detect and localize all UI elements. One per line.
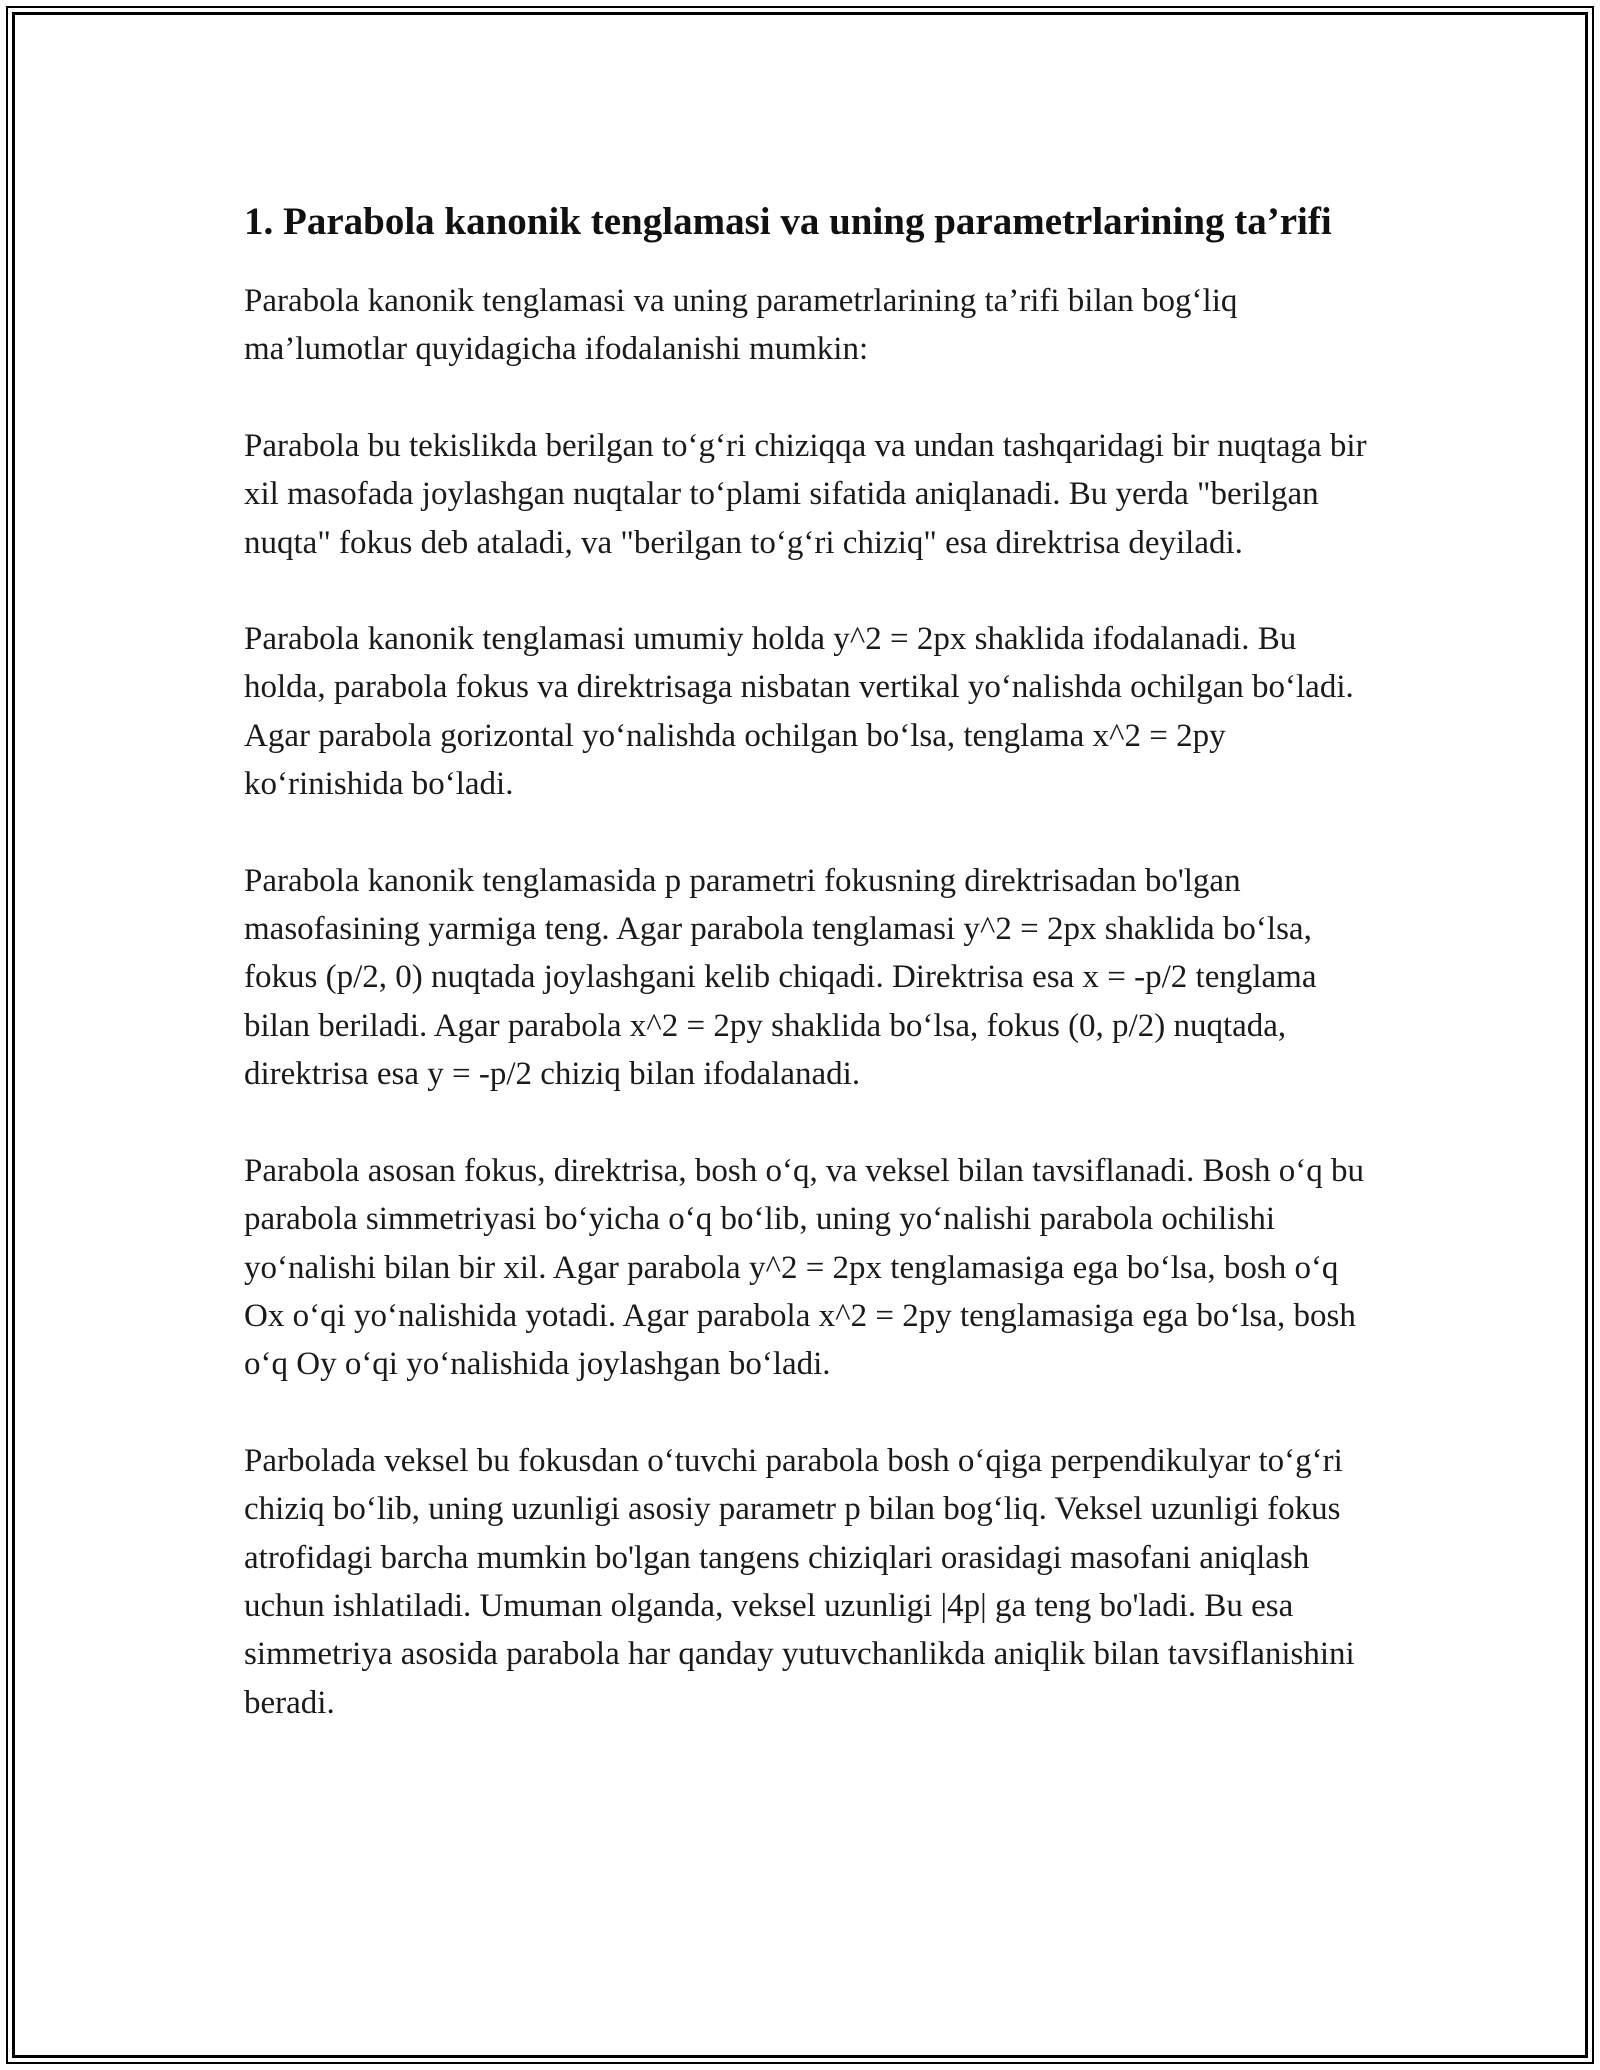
section-heading: 1. Parabola kanonik tenglamasi va uning parametrlarining ta’rifi: [244, 200, 1332, 243]
paragraph-veksel: Parbolada veksel bu fokusdan o‘tuvchi parabola bosh o‘qiga perpendikulyar to‘g‘ri chiziq bo‘lib, uning uzunligi asosiy parametr p bilan bog‘liq. Veksel uzunligi fokus atrofidagi barcha mumkin bo'lgan tangens chiziqlari orasidagi masofani aniqlash uchun ishlatiladi. Umuman olganda, veksel uzunligi |4p| ga teng bo'ladi. Bu esa simmetriya asosida parabola har qanday yutuvchanlikda aniqlik bilan tavsiflanishini beradi.: [244, 1442, 1355, 1721]
page-frame: [6, 6, 1594, 2064]
paragraph-intro: Parabola kanonik tenglamasi va uning parametrlarining ta’rifi bilan bog‘liq ma’lumotlar quyidagicha ifodalanishi mumkin:: [244, 283, 1238, 368]
paragraph-canonical-equation: Parabola kanonik tenglamasi umumiy holda y^2 = 2px shaklida ifodalanadi. Bu holda, parabola fokus va direktrisaga nisbatan vertikal yo‘nalishda ochilgan bo‘ladi. Agar parabola gorizontal yo‘nalishda ochilgan bo‘lsa, tenglama x^2 = 2py ko‘rinishida bo‘ladi.: [244, 621, 1354, 803]
paragraph-definition: Parabola bu tekislikda berilgan to‘g‘ri chiziqqa va undan tashqaridagi bir nuqtaga bir xil masofada joylashgan nuqtalar to‘plami sifatida aniqlanadi. Bu yerda "berilgan nuqta" fokus deb ataladi, va "berilgan to‘g‘ri chiziq" esa direktrisa deyiladi.: [244, 427, 1367, 561]
paragraph-main-axis: Parabola asosan fokus, direktrisa, bosh o‘q, va veksel bilan tavsiflanadi. Bosh o‘q bu parabola simmetriyasi bo‘yicha o‘q bo‘lib, uning yo‘nalishi parabola ochilishi yo‘nalishi bilan bir xil. Agar parabola y^2 = 2px tenglamasiga ega bo‘lsa, bosh o‘q Ox o‘qi yo‘nalishida yotadi. Agar parabola x^2 = 2py tenglamasiga ega bo‘lsa, bosh o‘q Oy o‘qi yo‘nalishida joylashgan bo‘ladi.: [244, 1152, 1364, 1383]
document-body: [244, 194, 1374, 1775]
paragraph-parameter-p: Parabola kanonik tenglamasida p parametri fokusning direktrisadan bo'lgan masofasining yarmiga teng. Agar parabola tenglamasi y^2 = 2px shaklida bo‘lsa, fokus (p/2, 0) nuqtada joylashgani kelib chiqadi. Direktrisa esa x = -p/2 tenglama bilan beriladi. Agar parabola x^2 = 2py shaklida bo‘lsa, fokus (0, p/2) nuqtada, direktrisa esa y = -p/2 chiziq bilan ifodalanadi.: [244, 862, 1317, 1093]
